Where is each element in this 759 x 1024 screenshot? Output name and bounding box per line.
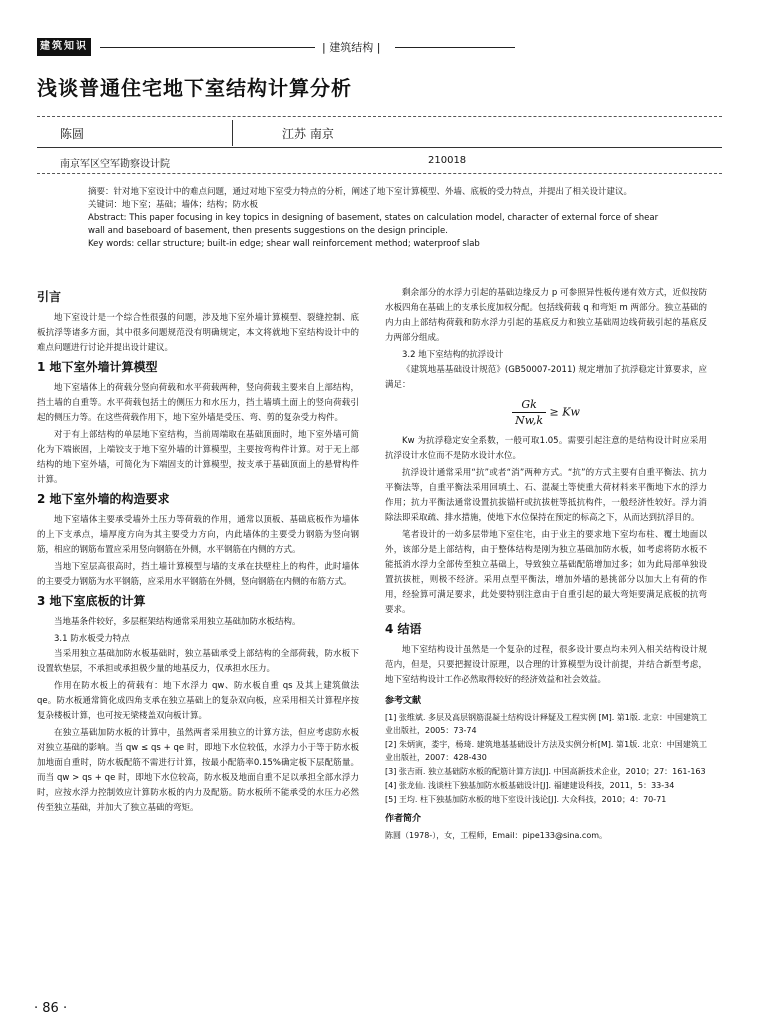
references-list bbox=[385, 711, 707, 806]
formula-fraction bbox=[512, 397, 546, 428]
paragraph: 剩余部分的水浮力引起的基础边缘反力 p 可参照异性板传递有效方式，近似按防水板四角在基础上的支承长度加权分配。包括线荷载 q 和弯矩 m 两部分。独立基础的内力由上部结构荷载和防水浮力引起的基底反力和独立基础周边线荷载引起的基底反力两部分组成。 bbox=[385, 288, 707, 343]
divider-solid bbox=[37, 147, 722, 148]
divider-dashed bbox=[37, 116, 722, 117]
paragraph: 地下室设计是一个综合性很强的问题，涉及地下室外墙计算模型、裂缝控制、底板抗浮等诸多方面，其中很多问题规范没有明确规定，本文将就地下室结构设计中的难点问题进行讨论并提出设计建议。 bbox=[37, 313, 359, 353]
page-number: · 86 · bbox=[34, 1001, 68, 1016]
paragraph: 当地下室层高很高时，挡土墙计算模型与墙的支承在扶壁柱上的构件，此时墙体的主要受力钢筋为水平钢筋，应采用水平钢筋在外侧，竖向钢筋在内侧的布筋方式。 bbox=[37, 562, 359, 587]
formula-numerator: Gk bbox=[512, 397, 546, 413]
reference-item: [4] 张龙仙. 浅谈柱下独基加防水板基础设计[J]. 福建建设科技，2011，5：33-34 bbox=[385, 781, 675, 790]
section-tag: | 建筑结构 | bbox=[322, 41, 381, 54]
reference-item: [3] 张吉雨. 独立基础防水板的配筋计算方法[J]. 中国高新技术企业，2010；27：161-163 bbox=[385, 767, 706, 776]
divider-dashed-2 bbox=[37, 173, 722, 174]
paragraph: 在独立基础加防水板的计算中，虽然两者采用独立的计算方法，但应考虑防水板对独立基础的影响。当 qw ≤ qs + qe 时，即地下水位较低，水浮力小于等于防水板加地面自重时，防水板配筋不需进行计算，按最小配筋率0.15%确定板下层配筋量。而当 qw > qs + qe 时，即地下水位较高，防水板及地面自重不足以承担全部水浮力时，应按水浮力控制效应计算防水板的内力及配筋。防水板所不能承受的水压力必然传至独立基础，并加大了独立基础的弯矩。 bbox=[37, 728, 359, 813]
paragraph: 当地基条件较好，多层框架结构通常采用独立基础加防水板结构。 bbox=[54, 617, 301, 627]
formula-denominator: Nw,k bbox=[515, 414, 544, 427]
reference-item: [1] 张维斌. 多层及高层钢筋混凝土结构设计释疑及工程实例 [M]. 第1版. 北京：中国建筑工业出版社，2005：73-74 bbox=[385, 713, 707, 735]
author-divider bbox=[232, 120, 233, 146]
abstract-en: Abstract: This paper focusing in key topics in designing of basement, states on calculation model, character of external force of shear wall and baseboard of basement, then presents suggestions on the design principle. bbox=[88, 213, 659, 236]
abstract-block bbox=[88, 186, 663, 251]
paragraph: 地下室墙体主要承受墙外土压力等荷载的作用，通常以顶板、基础底板作为墙体的上下支承点，墙厚度方向为其主要受力方向，内此墙体的主要受力钢筋为竖向钢筋，相应的钢筋布置应采用竖向钢筋在外侧，水平钢筋在内侧的方式。 bbox=[37, 515, 359, 555]
right-column bbox=[385, 286, 707, 843]
author-location: 江苏 南京 bbox=[282, 127, 334, 141]
affiliation: 南京军区空军勘察设计院 bbox=[60, 159, 170, 170]
reference-item: [5] 王均. 柱下独基加防水板的地下室设计浅论[J]. 大众科技，2010；4：70-71 bbox=[385, 795, 667, 804]
paragraph: 《建筑地基基础设计规范》(GB50007-2011) 规定增加了抗浮稳定计算要求，应满足： bbox=[385, 365, 707, 390]
heading-intro: 引言 bbox=[37, 290, 62, 304]
formula-rhs: ≥ Kw bbox=[549, 405, 580, 419]
heading-section-2: 2 地下室外墙的构造要求 bbox=[37, 492, 170, 506]
author-name: 陈圆 bbox=[60, 127, 85, 141]
article-title: 浅谈普通住宅地下室结构计算分析 bbox=[37, 76, 352, 100]
author-bio-heading: 作者简介 bbox=[385, 814, 422, 824]
header-rule-right bbox=[395, 47, 515, 48]
paragraph: 地下室结构设计虽然是一个复杂的过程，很多设计要点均未列入相关结构设计规范内，但是，只要把握设计原理，以合理的计算模型为设计前提，并结合新型考虑，地下室结构设计工作必然取得较好的经济效益和社会效益。 bbox=[385, 645, 707, 685]
paragraph: 地下室墙体上的荷载分竖向荷载和水平荷载两种，竖向荷载主要来自上部结构，挡土墙的自重等。水平荷载包括土的侧压力和水压力，挡土墙填土面上的竖向荷载引起的侧压力等。在这些荷载作用下，地下室外墙是受压、弯、剪的复杂受力构件。 bbox=[37, 383, 359, 423]
reference-item: [2] 朱炳寅，娄宇，杨琦. 建筑地基基础设计方法及实例分析[M]. 第1版. 北京：中国建筑工业出版社，2007：428-430 bbox=[385, 740, 707, 762]
paragraph: Kw 为抗浮稳定安全系数，一般可取1.05。需要引起注意的是结构设计时应采用抗浮设计水位而不是防水设计水位。 bbox=[385, 436, 707, 461]
postcode: 210018 bbox=[428, 155, 467, 166]
paragraph: 抗浮设计通常采用“抗”或者“消”两种方式。“抗”的方式主要有自重平衡法、抗力平衡法等，自重平衡法采用回填土、石、混凝土等使重大荷材料来平衡地下水的浮力作用；抗力平衡法通常设置抗拔锚杆或抗拔桩等抵抗构件，一般经济性较好。浮力消除法即采取疏、排水措施，使地下水位保持在预定的标高之下，从而达到抗浮目的。 bbox=[385, 468, 707, 523]
paragraph: 作用在防水板上的荷载有：地下水浮力 qw、防水板自重 qs 及其上建筑做法 qe。防水板通常简化成四角支承在独立基础上的复杂双向板，应采用相关计算程序按复杂楼板计算，也可按无梁楼盖双向板计算。 bbox=[37, 681, 359, 721]
heading-section-1: 1 地下室外墙计算模型 bbox=[37, 360, 158, 374]
keywords-en: Key words: cellar structure; built-in edge; shear wall reinforcement method; waterproof slab bbox=[88, 239, 480, 249]
keywords-zh: 关键词：地下室；基础；墙体；结构；防水板 bbox=[88, 200, 259, 210]
references-heading: 参考文献 bbox=[385, 696, 422, 706]
author-bio: 陈圆（1978-），女，工程师，Email：pipe133@sina.com。 bbox=[385, 831, 608, 840]
heading-section-4: 4 结语 bbox=[385, 622, 422, 636]
left-column bbox=[37, 286, 359, 818]
abstract-zh: 摘要：针对地下室设计中的难点问题，通过对地下室受力特点的分析，阐述了地下室计算模型、外墙、底板的受力特点，并提出了相关设计建议。 bbox=[88, 187, 633, 197]
paragraph: 笔者设计的一幼多层带地下室住宅，由于业主的要求地下室均布柱、覆土地面以外，该部分是上部结构，由于整体结构是刚为独立基础加防水板，如考虑将防水板不能抵消水浮力全部传至独立基础上，导致独立基础配筋增加过多；如为此局部单独设置抗拔桩，则极不经济。采用点型平衡法，增加外墙的悬挑部分以加大上有荷的作用，经验算可满足要求，此处要特别注意由于自重引起的最大弯矩要满足底板的抗弯要求。 bbox=[385, 530, 707, 615]
paragraph: 对于有上部结构的单层地下室结构，当前周端取在基础顶面时，地下室外墙可简化为下端嵌固，上端铰支于地下室外墙的计算模型，主要按弯构件计算。对于无上部结构的地下室外墙，可简化为下端固支的计算模型，按支承于基础顶面上的悬臂构件计算。 bbox=[37, 430, 359, 485]
paragraph: 当采用独立基础加防水板基础时，独立基础承受上部结构的全部荷载，防水板下设置软垫层，不承担或承担极少量的地基反力，仅承担水压力。 bbox=[37, 649, 359, 674]
subheading-3-2: 3.2 地下室结构的抗浮设计 bbox=[402, 350, 504, 360]
heading-section-3: 3 地下室底板的计算 bbox=[37, 594, 146, 608]
header-rule-left bbox=[100, 47, 315, 48]
column-badge: 建筑知识 bbox=[37, 38, 91, 56]
stability-formula bbox=[385, 397, 707, 428]
subheading-3-1: 3.1 防水板受力特点 bbox=[54, 634, 130, 644]
